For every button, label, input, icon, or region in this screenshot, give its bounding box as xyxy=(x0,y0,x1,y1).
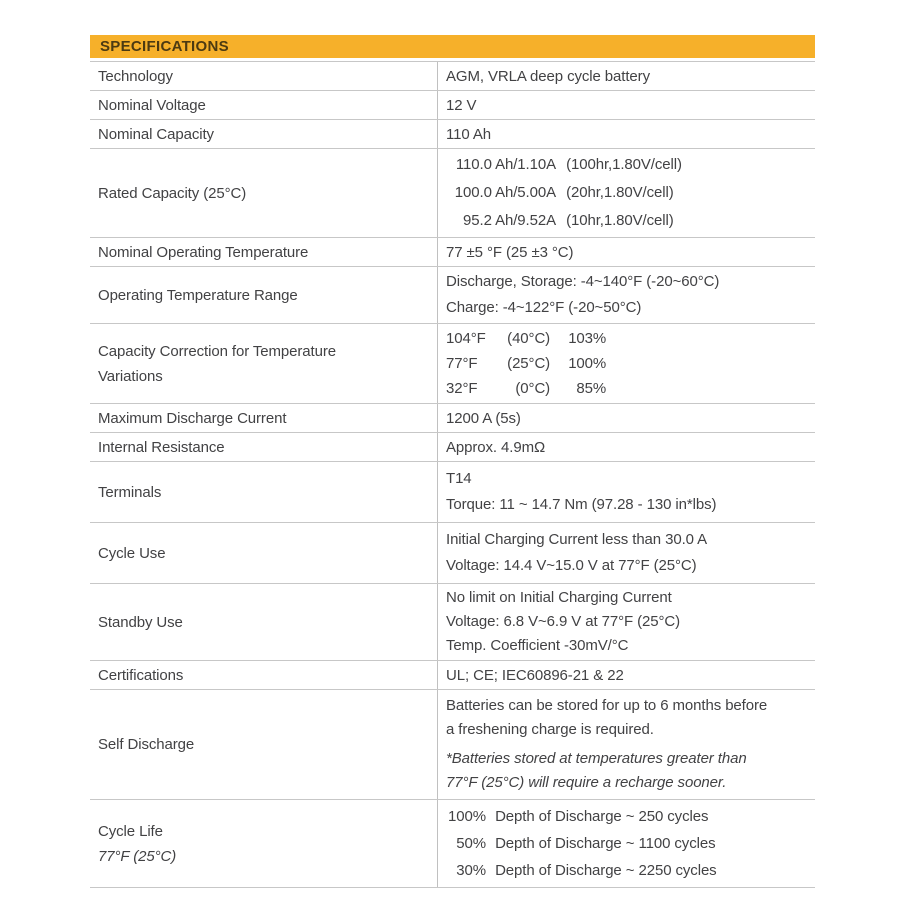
spec-value-line xyxy=(446,830,815,857)
row-maximum-discharge-current xyxy=(90,404,815,433)
row-nominal-operating-temperature xyxy=(90,238,815,267)
specifications-table xyxy=(90,35,815,888)
spec-label xyxy=(90,91,437,119)
row-terminals xyxy=(90,462,815,523)
row-capacity-correction xyxy=(90,324,815,404)
spec-value-text: 110 Ah xyxy=(446,125,492,143)
spec-label-text: Technology xyxy=(98,67,173,85)
spec-value xyxy=(437,62,815,90)
spec-value-line xyxy=(446,857,815,884)
spec-label xyxy=(90,120,437,148)
spec-value-text: Approx. 4.9mΩ xyxy=(446,438,546,456)
spec-value-line xyxy=(446,351,815,376)
spec-value xyxy=(437,149,815,237)
spec-label-text: Nominal Capacity xyxy=(98,125,214,143)
spec-label-text: Certifications xyxy=(98,666,184,684)
spec-label xyxy=(90,690,437,799)
correction-fahrenheit: 77°F xyxy=(446,355,478,372)
spec-value-text: AGM, VRLA deep cycle battery xyxy=(446,67,650,85)
rated-capacity-amount: 100.0 Ah/5.00A xyxy=(454,184,556,201)
spec-value-line xyxy=(446,207,815,235)
spec-label-text: Terminals xyxy=(98,483,162,501)
spec-value-text: 12 V xyxy=(446,96,477,114)
rated-capacity-condition: (10hr,1.80V/cell) xyxy=(566,212,674,229)
spec-value-line xyxy=(446,803,815,830)
spec-label-text: Rated Capacity (25°C) xyxy=(98,184,247,202)
spec-label-text: Maximum Discharge Current xyxy=(98,409,287,427)
spec-value xyxy=(437,800,815,887)
spec-value-line: Torque: 11 ~ 14.7 Nm (97.28 - 130 in*lbs) xyxy=(446,496,717,513)
spec-value-text: 1200 A (5s) xyxy=(446,409,521,427)
spec-label-text: Cycle Life xyxy=(98,822,163,840)
spec-value xyxy=(437,690,815,799)
row-certifications xyxy=(90,661,815,690)
spec-value-line: Initial Charging Current less than 30.0 A xyxy=(446,531,708,548)
spec-value xyxy=(437,433,815,461)
spec-label xyxy=(90,404,437,432)
spec-value-text: UL; CE; IEC60896-21 & 22 xyxy=(446,666,624,684)
spec-label xyxy=(90,324,437,403)
rated-capacity-condition: (20hr,1.80V/cell) xyxy=(566,184,674,201)
spec-label xyxy=(90,523,437,583)
spec-value-line xyxy=(446,179,815,207)
correction-fahrenheit: 32°F xyxy=(446,380,478,397)
row-technology xyxy=(90,62,815,91)
table-title: SPECIFICATIONS xyxy=(100,38,229,55)
rated-capacity-amount: 95.2 Ah/9.52A xyxy=(463,212,556,229)
spec-label xyxy=(90,267,437,323)
rated-capacity-amount: 110.0 Ah/1.10A xyxy=(455,156,556,173)
spec-label xyxy=(90,800,437,887)
spec-value-line: Voltage: 6.8 V~6.9 V at 77°F (25°C) xyxy=(446,613,681,630)
spec-label xyxy=(90,238,437,266)
spec-value xyxy=(437,404,815,432)
table-rows xyxy=(90,61,815,888)
spec-value xyxy=(437,91,815,119)
depth-of-discharge-percent: 50% xyxy=(456,835,486,852)
spec-value-line: Charge: -4~122°F (-20~50°C) xyxy=(446,299,642,316)
row-rated-capacity xyxy=(90,149,815,238)
spec-label-text: Capacity Correction for Temperature xyxy=(98,342,336,360)
row-cycle-life xyxy=(90,800,815,888)
spec-value xyxy=(437,523,815,583)
spec-value xyxy=(437,324,815,403)
spec-label-text: Variations xyxy=(98,367,163,385)
depth-of-discharge-percent: 100% xyxy=(448,808,486,825)
spec-value xyxy=(437,120,815,148)
spec-label xyxy=(90,584,437,660)
spec-label-text: Standby Use xyxy=(98,613,183,631)
spec-value-line xyxy=(446,151,815,179)
correction-celsius: (25°C) xyxy=(507,355,551,372)
spec-label-subtext: 77°F (25°C) xyxy=(98,847,177,865)
spec-label-text: Operating Temperature Range xyxy=(98,286,298,304)
row-self-discharge xyxy=(90,690,815,800)
spec-value-line xyxy=(446,376,815,401)
spec-label xyxy=(90,149,437,237)
row-nominal-capacity xyxy=(90,120,815,149)
spec-value-line: Temp. Coefficient -30mV/°C xyxy=(446,637,629,654)
correction-fahrenheit: 104°F xyxy=(446,330,486,347)
correction-percent: 85% xyxy=(576,380,607,397)
row-cycle-use xyxy=(90,523,815,584)
correction-celsius: (40°C) xyxy=(507,330,551,347)
spec-value-text: 77 ±5 °F (25 ±3 °C) xyxy=(446,243,574,261)
spec-label-text: Cycle Use xyxy=(98,544,166,562)
row-nominal-voltage xyxy=(90,91,815,120)
spec-value-line: No limit on Initial Charging Current xyxy=(446,589,672,606)
row-operating-temperature-range xyxy=(90,267,815,324)
spec-value xyxy=(437,462,815,522)
correction-percent: 100% xyxy=(568,355,607,372)
correction-celsius: (0°C) xyxy=(515,380,551,397)
depth-of-discharge-cycles: Depth of Discharge ~ 2250 cycles xyxy=(495,862,717,879)
spec-label-text: Self Discharge xyxy=(98,736,195,753)
spec-value-line xyxy=(446,326,815,351)
spec-label xyxy=(90,62,437,90)
table-header-bar xyxy=(90,35,815,58)
correction-percent: 103% xyxy=(568,330,607,347)
depth-of-discharge-cycles: Depth of Discharge ~ 1100 cycles xyxy=(495,835,716,852)
depth-of-discharge-percent: 30% xyxy=(456,862,486,879)
spec-value-line: Voltage: 14.4 V~15.0 V at 77°F (25°C) xyxy=(446,557,697,574)
spec-label xyxy=(90,661,437,689)
spec-label-text: Nominal Voltage xyxy=(98,96,206,114)
spec-value-line: a freshening charge is required. xyxy=(446,721,654,738)
spec-value-line: T14 xyxy=(446,470,472,487)
spec-value xyxy=(437,238,815,266)
rated-capacity-condition: (100hr,1.80V/cell) xyxy=(566,156,682,173)
spec-value-line: Discharge, Storage: -4~140°F (-20~60°C) xyxy=(446,273,720,290)
spec-label-text: Internal Resistance xyxy=(98,438,225,456)
self-discharge-note: 77°F (25°C) will require a recharge sooner. xyxy=(446,774,727,791)
row-internal-resistance xyxy=(90,433,815,462)
spec-label-text: Nominal Operating Temperature xyxy=(98,243,309,261)
depth-of-discharge-cycles: Depth of Discharge ~ 250 cycles xyxy=(495,808,709,825)
spec-label xyxy=(90,433,437,461)
spec-value xyxy=(437,584,815,660)
spec-value xyxy=(437,267,815,323)
spec-label xyxy=(90,462,437,522)
self-discharge-note: *Batteries stored at temperatures greater than xyxy=(446,750,747,767)
spec-value xyxy=(437,661,815,689)
row-standby-use xyxy=(90,584,815,661)
spec-value-line: Batteries can be stored for up to 6 months before xyxy=(446,697,768,714)
